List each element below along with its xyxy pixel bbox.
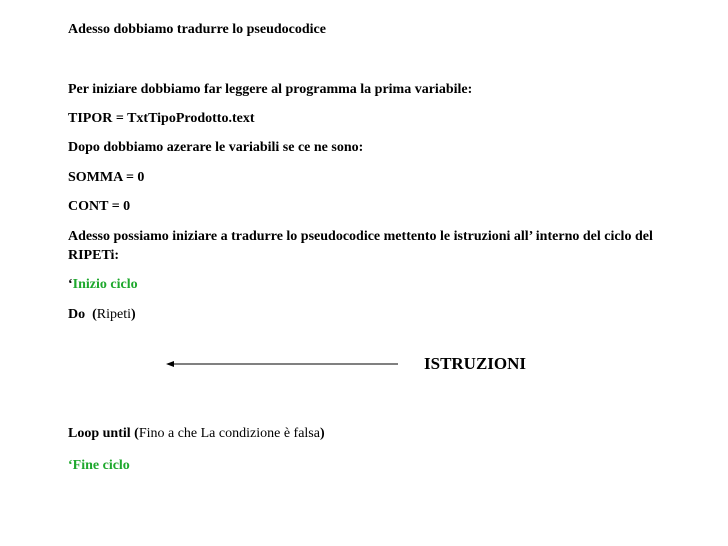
istruzioni-label: ISTRUZIONI xyxy=(424,354,527,373)
cont-assignment: CONT = 0 xyxy=(68,199,131,214)
comment-start-text: Inizio ciclo xyxy=(72,277,138,292)
loop-note: Fino a che La condizione è falsa xyxy=(138,426,320,441)
reset-variables-line: Dopo dobbiamo azerare le variabili se ce ne sono: xyxy=(68,140,364,155)
comment-end: ‘Fine ciclo xyxy=(68,458,130,473)
intro-line: Adesso dobbiamo tradurre lo pseudocodice xyxy=(68,22,326,37)
read-variable-line: Per iniziare dobbiamo far leggere al programma la prima variabile: xyxy=(68,82,473,97)
loop-until-line xyxy=(68,424,325,443)
do-note: Ripeti xyxy=(96,307,132,322)
do-keyword: Do xyxy=(68,307,86,322)
loop-keyword: Loop until xyxy=(68,426,131,441)
somma-assignment: SOMMA = 0 xyxy=(68,170,145,185)
do-open-paren: ( xyxy=(92,307,97,322)
do-line xyxy=(68,305,136,324)
comment-start xyxy=(68,275,138,294)
loop-close-paren: ) xyxy=(319,426,325,441)
loop-open-paren: ( xyxy=(134,426,139,441)
do-close-paren: ) xyxy=(131,307,136,322)
left-arrow-icon xyxy=(166,358,402,370)
comment-apostrophe: ‘ xyxy=(68,277,73,292)
tipor-assignment: TIPOR = TxtTipoProdotto.text xyxy=(68,111,255,126)
translate-loop-line: Adesso possiamo iniziare a tradurre lo pseudocodice mettento le istruzioni all’ interno del ciclo del RIPETi: xyxy=(68,229,653,263)
